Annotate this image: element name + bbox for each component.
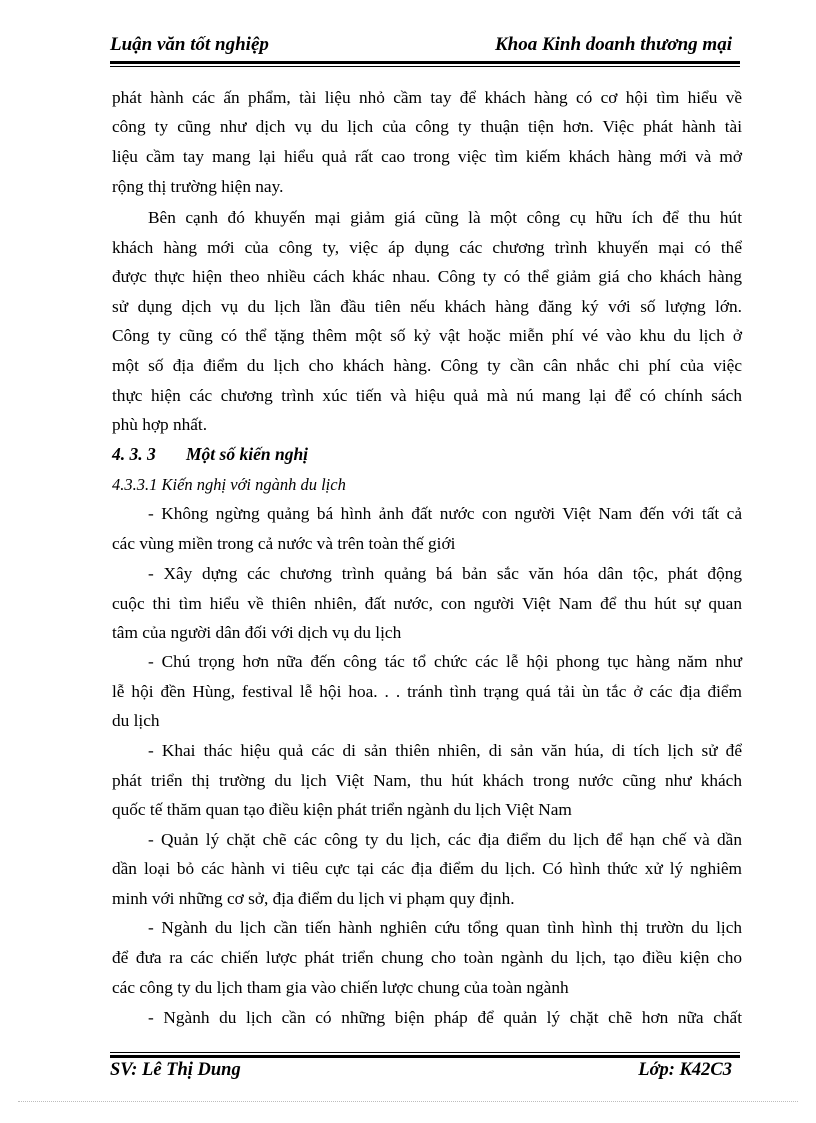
page-bottom-dotted-border xyxy=(18,1101,798,1102)
bullet-line: lễ hội đền Hùng, festival lễ hội hoa. . . tránh tình trạng quá tải ùn tắc ở các địa điểm xyxy=(112,682,742,701)
section-title: Một số kiến nghị xyxy=(186,444,309,464)
bullet-line: - Ngành du lịch cần có những biện pháp để quản lý chặt chẽ hơn nữa chất xyxy=(148,1008,742,1027)
footer-class: Lớp: K42C3 xyxy=(638,1060,732,1080)
bullet-line: dần loại bỏ các hành vi tiêu cực tại các địa điểm du lịch. Có hình thức xử lý nghiêm xyxy=(112,859,742,878)
bullet-line: du lịch xyxy=(112,711,160,730)
footer-student: SV: Lê Thị Dung xyxy=(110,1060,241,1080)
footer-rule-thin xyxy=(110,1052,740,1053)
header-faculty: Khoa Kinh doanh thương mại xyxy=(494,34,732,55)
bullet-line: để đưa ra các chiến lược phát triển chung cho toàn ngành du lịch, tạo điều kiện cho xyxy=(112,948,742,967)
page-header xyxy=(110,32,736,60)
header-rule-thin xyxy=(110,66,740,67)
page-footer xyxy=(110,1058,736,1086)
paragraph-line: phát hành các ấn phẩm, tài liệu nhỏ cầm tay để khách hàng có cơ hội tìm hiểu về xyxy=(112,88,742,107)
bullet-line: các công ty du lịch tham gia vào chiến lược chung của toàn ngành xyxy=(112,978,569,997)
paragraph-line: thực hiện các chương trình xúc tiến và hiệu quả mà nú mang lại để có chính sách xyxy=(112,386,742,405)
paragraph-line: rộng thị trường hiện nay. xyxy=(112,177,284,196)
paragraph-line: được thực hiện theo nhiều cách khác nhau. Công ty có thể giảm giá cho khách hàng xyxy=(112,267,742,286)
bullet-line: - Quản lý chặt chẽ các công ty du lịch, các địa điểm du lịch để hạn chế và dần xyxy=(148,830,742,849)
header-rule-thick xyxy=(110,61,740,64)
bullet-line: - Ngành du lịch cần tiến hành nghiên cứu tổng quan tình hình thị trườn du lịch xyxy=(148,918,742,937)
paragraph-line: phù hợp nhất. xyxy=(112,415,208,434)
header-thesis-title: Luận văn tốt nghiệp xyxy=(110,34,269,55)
bullet-line: - Chú trọng hơn nữa đến công tác tổ chức các lễ hội phong tục hàng năm như xyxy=(148,652,742,671)
paragraph-line: Công ty cũng có thể tặng thêm một số kỷ vật hoặc miễn phí vé vào khu du lịch ở xyxy=(112,326,742,345)
paragraph-line: Bên cạnh đó khuyến mại giảm giá cũng là một công cụ hữu ích để thu hút xyxy=(148,208,742,227)
bullet-line: - Xây dựng các chương trình quảng bá bản sắc văn hóa dân tộc, phát động xyxy=(148,564,742,583)
bullet-line: tâm của người dân đối với dịch vụ du lịch xyxy=(112,623,402,642)
paragraph-line: sử dụng dịch vụ du lịch lần đầu tiên nếu khách hàng đăng ký với số lượng lớn. xyxy=(112,297,742,316)
section-heading xyxy=(112,444,308,465)
bullet-line: minh với những cơ sở, địa điểm du lịch vi phạm quy định. xyxy=(112,889,515,908)
subsection-heading: 4.3.3.1 Kiến nghị với ngành du lịch xyxy=(112,475,346,494)
paragraph-line: công ty cũng như dịch vụ du lịch của công ty thuận tiện hơn. Việc phát hành tài xyxy=(112,117,742,136)
bullet-line: quốc tế thăm quan tạo điều kiện phát triển ngành du lịch Việt Nam xyxy=(112,800,572,819)
section-number: 4. 3. 3 xyxy=(112,444,156,464)
paragraph-line: liệu cầm tay mang lại hiểu quả rất cao trong việc tìm kiếm khách hàng mới và mở xyxy=(112,147,742,166)
paragraph-line: một số địa điểm du lịch cho khách hàng. Công ty cần cân nhắc chi phí của việc xyxy=(112,356,742,375)
bullet-line: cuộc thi tìm hiểu về thiên nhiên, đất nước, con người Việt Nam để thu hút sự quan xyxy=(112,594,742,613)
paragraph-line: khách hàng mới của công ty, việc áp dụng các chương trình khuyến mại có thể xyxy=(112,238,742,257)
bullet-line: - Khai thác hiệu quả các di sản thiên nhiên, di sản văn húa, di tích lịch sử để xyxy=(148,741,742,760)
bullet-line: các vùng miền trong cả nước và trên toàn thế giới xyxy=(112,534,456,553)
bullet-line: phát triển thị trường du lịch Việt Nam, thu hút khách trong nước cũng như khách xyxy=(112,771,742,790)
bullet-line: - Không ngừng quảng bá hình ảnh đất nước con người Việt Nam đến với tất cả xyxy=(148,504,742,523)
